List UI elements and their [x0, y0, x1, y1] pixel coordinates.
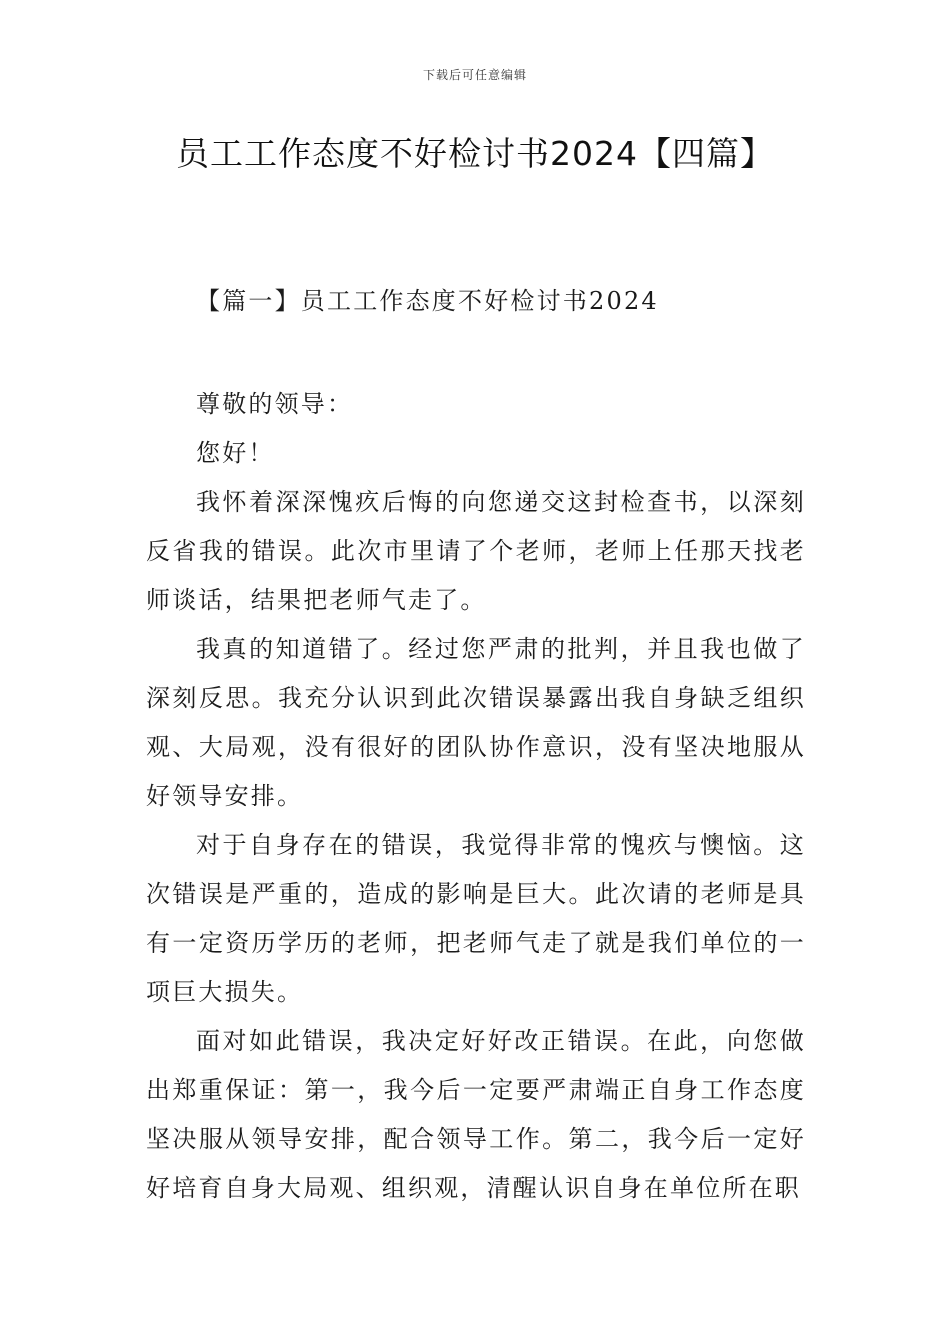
document-title: 员工工作态度不好检讨书2024【四篇】 — [176, 134, 774, 173]
paragraph-4: 面对如此错误，我决定好好改正错误。在此，向您做出郑重保证：第一，我今后一定要严肃端正自身工作态度坚决服从领导安排，配合领导工作。第二，我今后一定好好培育自身大局观、组织观，清醒认识自身在单位所在职 — [146, 1027, 806, 1202]
section-heading: 【篇一】员工工作态度不好检讨书2024 — [196, 287, 659, 315]
greeting: 您好！ — [196, 439, 275, 467]
paragraph-1: 我怀着深深愧疚后悔的向您递交这封检查书，以深刻反省我的错误。此次市里请了个老师，老师上任那天找老师谈话，结果把老师气走了。 — [146, 488, 806, 614]
salutation-block — [146, 380, 806, 478]
page-header-note: 下载后可任意编辑 — [422, 68, 527, 82]
paragraph-3: 对于自身存在的错误，我觉得非常的愧疚与懊恼。这次错误是严重的，造成的影响是巨大。此次请的老师是具有一定资历学历的老师，把老师气走了就是我们单位的一项巨大损失。 — [146, 831, 806, 1006]
document-body — [146, 277, 806, 1213]
paragraph-2: 我真的知道错了。经过您严肃的批判，并且我也做了深刻反思。我充分认识到此次错误暴露出我自身缺乏组织观、大局观，没有很好的团队协作意识，没有坚决地服从好领导安排。 — [146, 635, 806, 810]
salutation: 尊敬的领导： — [196, 390, 354, 418]
